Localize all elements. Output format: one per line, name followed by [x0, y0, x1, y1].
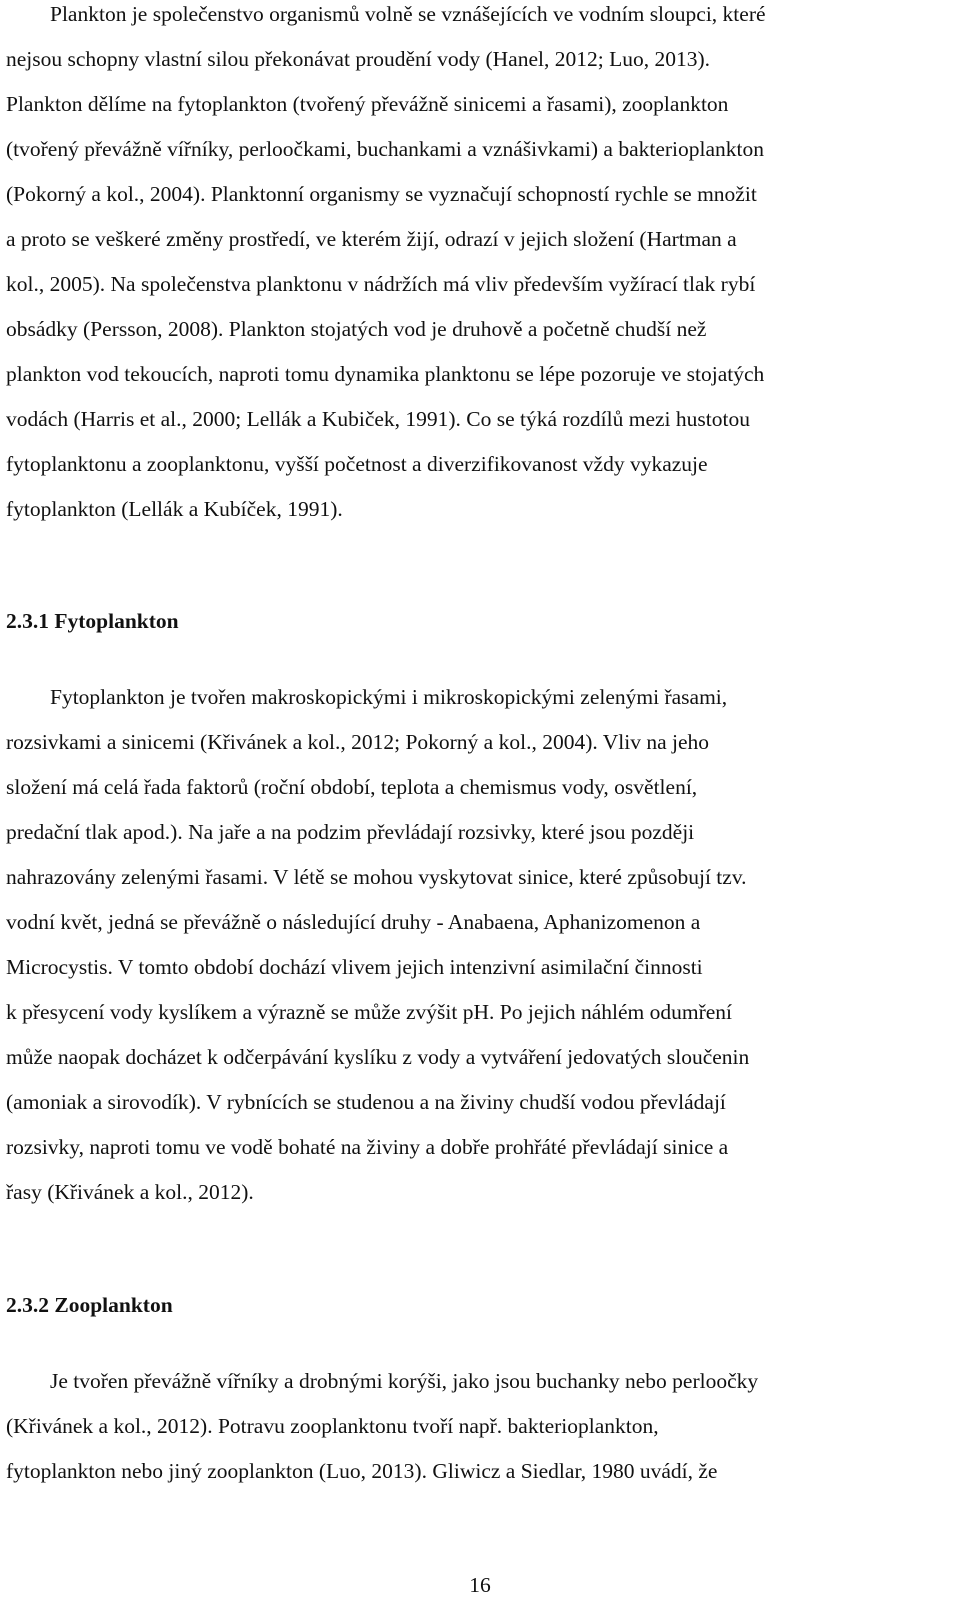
paragraph-line: může naopak docházet k odčerpávání kyslíku z vody a vytváření jedovatých sloučenin	[6, 1045, 750, 1069]
paragraph-line: vodní květ, jedná se převážně o následující druhy - Anabaena, Aphanizomenon a	[6, 910, 701, 934]
paragraph-line: fytoplankton nebo jiný zooplankton (Luo, 2013). Gliwicz a Siedlar, 1980 uvádí, že	[6, 1459, 718, 1483]
paragraph-line: Plankton je společenstvo organismů volně se vznášejících ve vodním sloupci, které	[50, 2, 766, 26]
paragraph-line: Fytoplankton je tvořen makroskopickými i mikroskopickými zelenými řasami,	[50, 685, 728, 709]
paragraph-line: kol., 2005). Na společenstva planktonu v nádržích má vliv především vyžírací tlak rybí	[6, 272, 756, 296]
paragraph-line: predační tlak apod.). Na jaře a na podzim převládají rozsivky, které jsou později	[6, 820, 695, 844]
paragraph-line: Microcystis. V tomto období dochází vlivem jejich intenzivní asimilační činnosti	[6, 955, 703, 979]
paragraph-line: (tvořený převážně vířníky, perloočkami, buchankami a vznášivkami) a bakterioplankton	[6, 137, 765, 161]
section-heading-fytoplankton: 2.3.1 Fytoplankton	[6, 609, 179, 633]
paragraph-line: řasy (Křivánek a kol., 2012).	[6, 1180, 254, 1204]
section-heading-zooplankton: 2.3.2 Zooplankton	[6, 1293, 173, 1317]
paragraph-line: obsádky (Persson, 2008). Plankton stojatých vod je druhově a početně chudší než	[6, 317, 707, 341]
paragraph-line: (amoniak a sirovodík). V rybnících se studenou a na živiny chudší vodou převládají	[6, 1090, 726, 1114]
paragraph-line: fytoplankton (Lellák a Kubíček, 1991).	[6, 497, 343, 521]
paragraph-line: Je tvořen převážně vířníky a drobnými korýši, jako jsou buchanky nebo perloočky	[50, 1369, 759, 1393]
paragraph-line: k přesycení vody kyslíkem a výrazně se může zvýšit pH. Po jejich náhlém odumření	[6, 1000, 733, 1024]
paragraph-line: a proto se veškeré změny prostředí, ve kterém žijí, odrazí v jejich složení (Hartman a	[6, 227, 737, 251]
paragraph-line: rozsivky, naproti tomu ve vodě bohaté na živiny a dobře prohřáté převládají sinice a	[6, 1135, 729, 1159]
paragraph-line: Plankton dělíme na fytoplankton (tvořený převážně sinicemi a řasami), zooplankton	[6, 92, 729, 116]
paragraph-line: fytoplanktonu a zooplanktonu, vyšší početnost a diverzifikovanost vždy vykazuje	[6, 452, 708, 476]
paragraph-line: vodách (Harris et al., 2000; Lellák a Kubiček, 1991). Co se týká rozdílů mezi hustotou	[6, 407, 750, 431]
paragraph-line: (Pokorný a kol., 2004). Planktonní organismy se vyznačují schopností rychle se množit	[6, 182, 757, 206]
paragraph-line: plankton vod tekoucích, naproti tomu dynamika planktonu se lépe pozoruje ve stojatých	[6, 362, 765, 386]
paragraph-line: nejsou schopny vlastní silou překonávat proudění vody (Hanel, 2012; Luo, 2013).	[6, 47, 711, 71]
paragraph-line: (Křivánek a kol., 2012). Potravu zooplanktonu tvoří např. bakterioplankton,	[6, 1414, 659, 1438]
page-number: 16	[469, 1573, 491, 1597]
paragraph-line: složení má celá řada faktorů (roční období, teplota a chemismus vody, osvětlení,	[6, 775, 698, 799]
paragraph-line: nahrazovány zelenými řasami. V létě se mohou vyskytovat sinice, které způsobují tzv.	[6, 865, 747, 889]
paragraph-line: rozsivkami a sinicemi (Křivánek a kol., 2012; Pokorný a kol., 2004). Vliv na jeho	[6, 730, 710, 754]
